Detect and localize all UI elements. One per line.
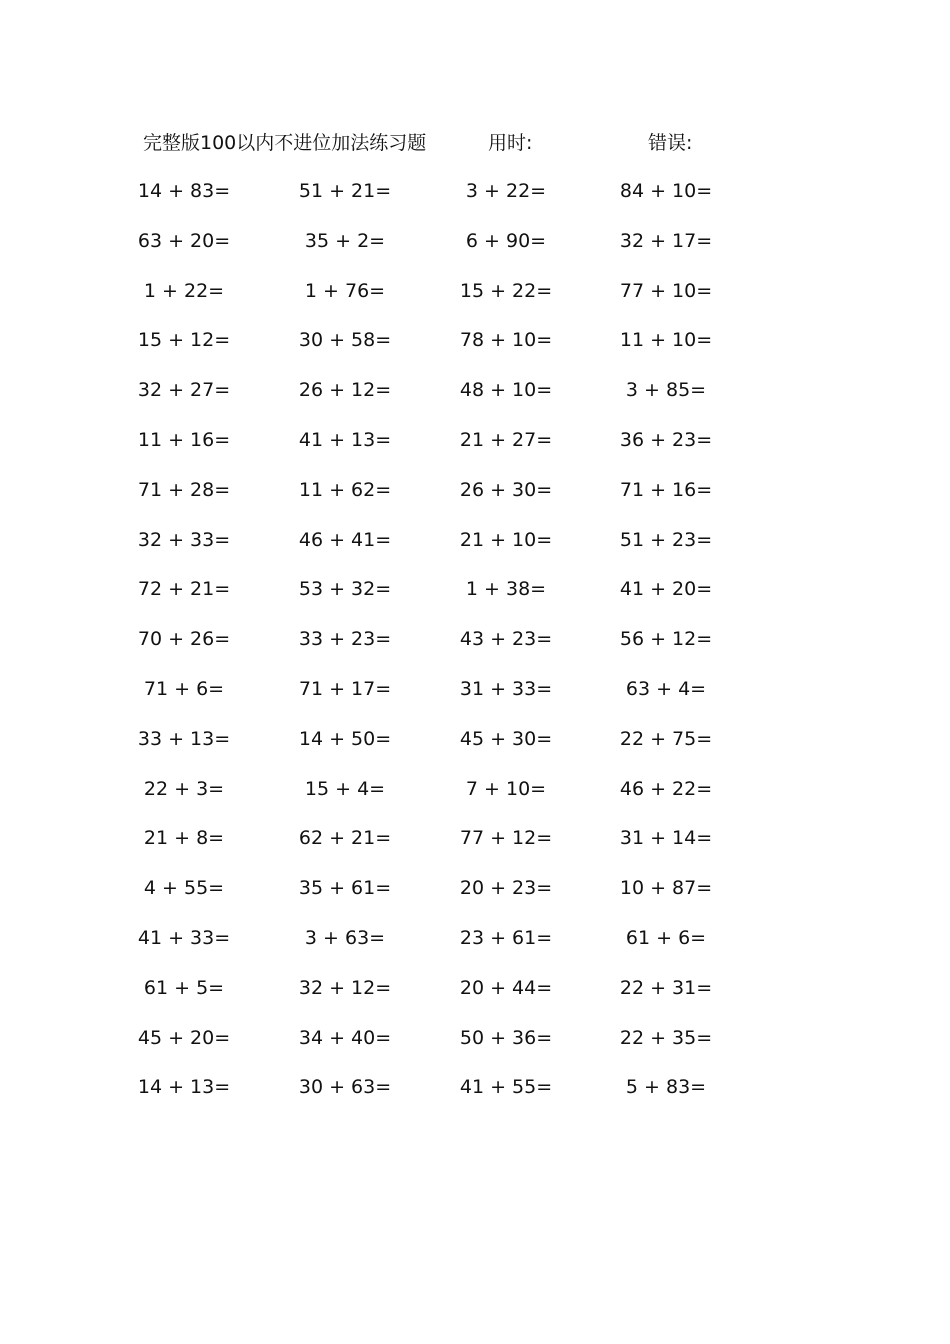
addition-problem: 50 + 36=: [459, 1026, 553, 1049]
problem-row: [0, 425, 950, 455]
addition-problem: 71 + 17=: [298, 678, 392, 700]
problem-row: [0, 724, 950, 754]
addition-problem: 32 + 17=: [619, 229, 713, 252]
addition-problem: 14 + 83=: [137, 180, 231, 202]
addition-problem: 11 + 62=: [298, 478, 392, 501]
addition-problem: 31 + 33=: [459, 678, 553, 700]
addition-problem: 22 + 31=: [619, 976, 713, 999]
problem-row: [0, 1023, 950, 1053]
addition-problem: 56 + 12=: [619, 628, 713, 651]
addition-problem: 41 + 13=: [298, 429, 392, 451]
problem-row: [0, 276, 950, 306]
problem-row: [0, 325, 950, 355]
addition-problem: 20 + 44=: [459, 976, 553, 999]
addition-problem: 7 + 10=: [465, 777, 547, 800]
problem-row: [0, 823, 950, 853]
problem-row: [0, 973, 950, 1003]
addition-problem: 84 + 10=: [619, 180, 713, 202]
addition-problem: 63 + 20=: [137, 229, 231, 252]
addition-problem: 45 + 30=: [459, 727, 553, 750]
problem-row: [0, 176, 950, 206]
errors-label: 错误:: [648, 132, 693, 154]
addition-problem: 43 + 23=: [459, 628, 553, 651]
problem-row: [0, 923, 950, 953]
problem-row: [0, 525, 950, 555]
addition-problem: 3 + 22=: [465, 180, 547, 202]
addition-problem: 33 + 13=: [137, 727, 231, 750]
addition-problem: 46 + 41=: [298, 528, 392, 551]
problem-row: [0, 475, 950, 505]
addition-problem: 26 + 12=: [298, 379, 392, 402]
addition-problem: 10 + 87=: [619, 877, 713, 900]
addition-problem: 11 + 10=: [619, 329, 713, 352]
worksheet-title: 完整版100以内不进位加法练习题: [143, 132, 427, 154]
addition-problem: 70 + 26=: [137, 628, 231, 651]
addition-problem: 20 + 23=: [459, 877, 553, 900]
addition-problem: 71 + 28=: [137, 478, 231, 501]
addition-problem: 32 + 27=: [137, 379, 231, 402]
addition-problem: 6 + 90=: [465, 229, 547, 252]
problem-row: [0, 774, 950, 804]
addition-problem: 30 + 58=: [298, 329, 392, 352]
addition-problem: 77 + 10=: [619, 279, 713, 302]
addition-problem: 35 + 2=: [304, 229, 386, 252]
addition-problem: 22 + 75=: [619, 727, 713, 750]
addition-problem: 78 + 10=: [459, 329, 553, 352]
addition-problem: 3 + 85=: [625, 379, 707, 402]
problem-row: [0, 226, 950, 256]
addition-problem: 63 + 4=: [625, 678, 707, 700]
addition-problem: 33 + 23=: [298, 628, 392, 651]
problem-row: [0, 375, 950, 405]
problem-row: [0, 574, 950, 604]
addition-problem: 32 + 33=: [137, 528, 231, 551]
addition-problem: 62 + 21=: [298, 827, 392, 850]
addition-problem: 77 + 12=: [459, 827, 553, 850]
addition-problem: 41 + 55=: [459, 1076, 553, 1099]
addition-problem: 26 + 30=: [459, 478, 553, 501]
addition-problem: 30 + 63=: [298, 1076, 392, 1099]
problem-row: [0, 1072, 950, 1102]
addition-problem: 14 + 50=: [298, 727, 392, 750]
addition-problem: 61 + 5=: [143, 976, 225, 999]
addition-problem: 41 + 33=: [137, 927, 231, 949]
addition-problem: 14 + 13=: [137, 1076, 231, 1099]
addition-problem: 51 + 21=: [298, 180, 392, 202]
addition-problem: 21 + 8=: [143, 827, 225, 850]
addition-problem: 31 + 14=: [619, 827, 713, 850]
addition-problem: 32 + 12=: [298, 976, 392, 999]
addition-problem: 45 + 20=: [137, 1026, 231, 1049]
addition-problem: 4 + 55=: [143, 877, 225, 900]
addition-problem: 1 + 76=: [304, 279, 386, 302]
addition-problem: 35 + 61=: [298, 877, 392, 900]
addition-problem: 1 + 38=: [465, 578, 547, 601]
addition-problem: 36 + 23=: [619, 429, 713, 451]
problem-row: [0, 624, 950, 654]
addition-problem: 22 + 3=: [143, 777, 225, 800]
addition-problem: 53 + 32=: [298, 578, 392, 601]
addition-problem: 46 + 22=: [619, 777, 713, 800]
problem-row: [0, 674, 950, 704]
addition-problem: 3 + 63=: [304, 927, 386, 949]
addition-problem: 1 + 22=: [143, 279, 225, 302]
addition-problem: 5 + 83=: [625, 1076, 707, 1099]
addition-problem: 34 + 40=: [298, 1026, 392, 1049]
addition-problem: 71 + 16=: [619, 478, 713, 501]
addition-problem: 41 + 20=: [619, 578, 713, 601]
addition-problem: 51 + 23=: [619, 528, 713, 551]
addition-problem: 72 + 21=: [137, 578, 231, 601]
addition-problem: 48 + 10=: [459, 379, 553, 402]
addition-problem: 22 + 35=: [619, 1026, 713, 1049]
addition-problem: 15 + 4=: [304, 777, 386, 800]
problem-row: [0, 873, 950, 903]
addition-problem: 15 + 22=: [459, 279, 553, 302]
addition-problem: 71 + 6=: [143, 678, 225, 700]
addition-problem: 21 + 10=: [459, 528, 553, 551]
addition-problem: 61 + 6=: [625, 927, 707, 949]
addition-problem: 15 + 12=: [137, 329, 231, 352]
time-used-label: 用时:: [488, 132, 533, 154]
worksheet-header: [0, 128, 950, 158]
addition-problem: 11 + 16=: [137, 429, 231, 451]
addition-problem: 23 + 61=: [459, 927, 553, 949]
addition-problem: 21 + 27=: [459, 429, 553, 451]
